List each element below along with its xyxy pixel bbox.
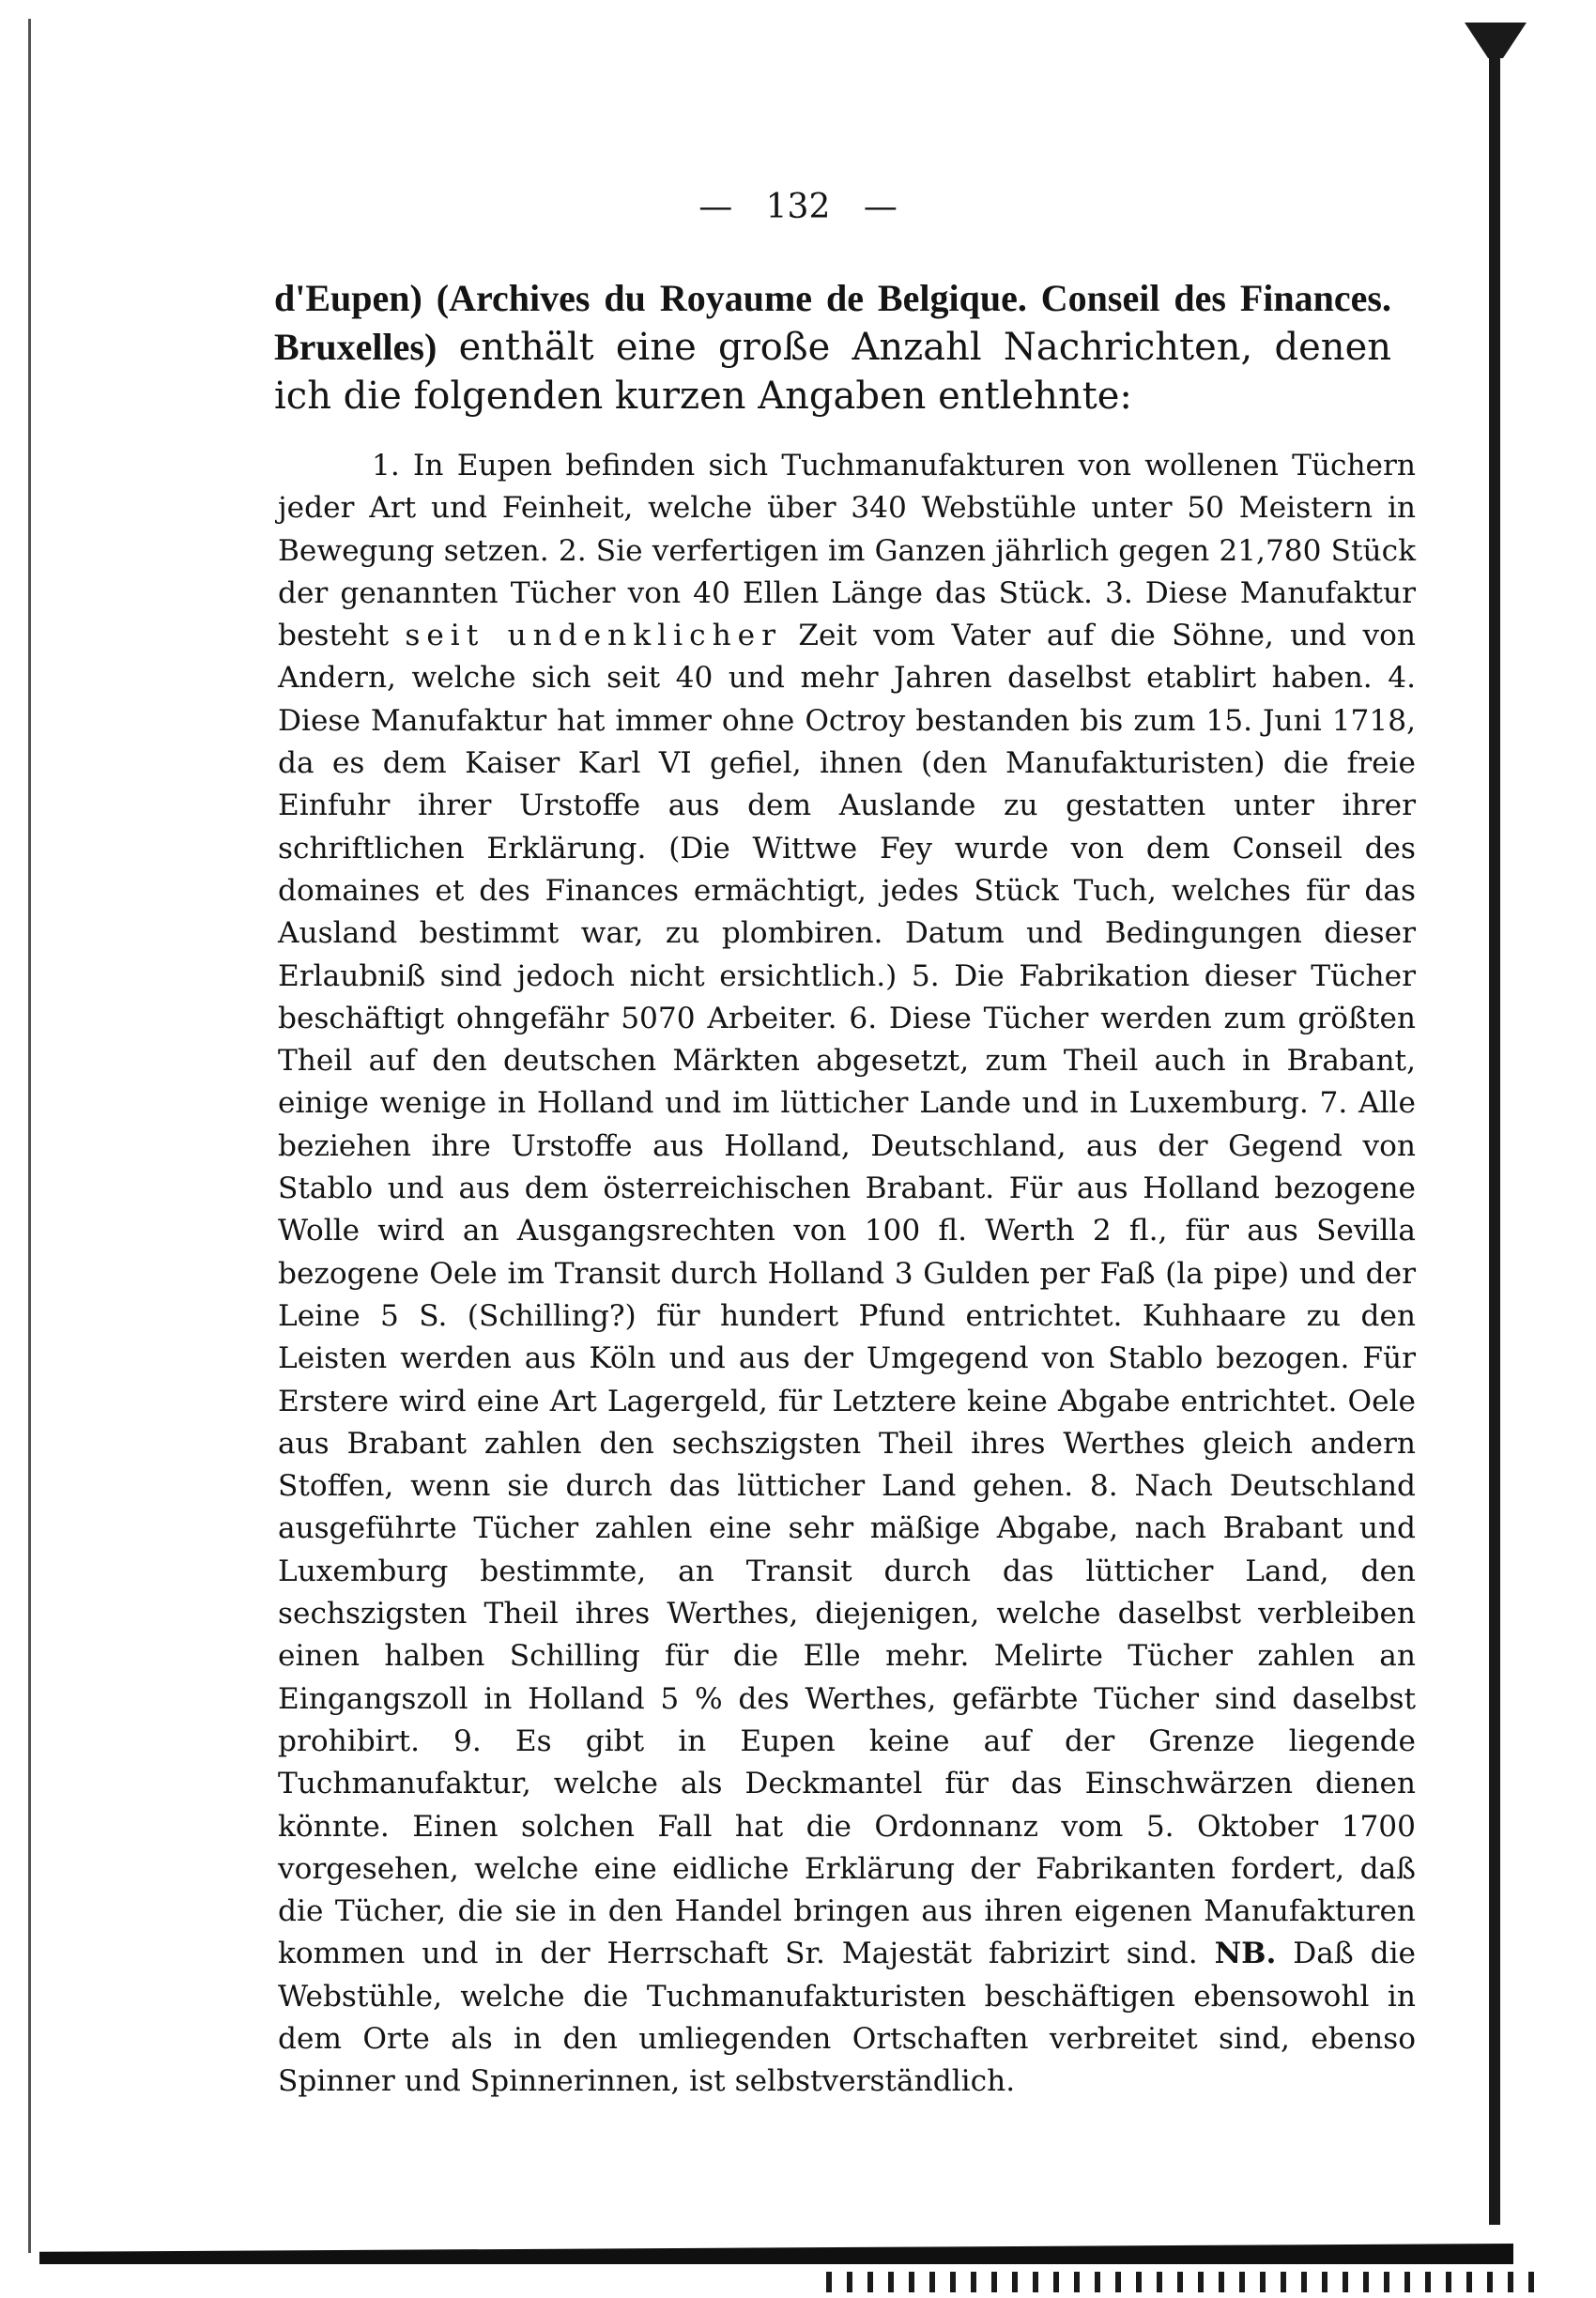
page-number-dash-left: — xyxy=(698,188,733,226)
body-text-2: Zeit vom Vater auf die Söhne, und von Andern, welche sich seit 40 und mehr Jahren daselbst etablirt haben. 4. Diese Manufaktur hat immer ohne Octroy bestanden bis zum 15. Juni 1718, da es dem Kaiser Karl VI gefiel, ihnen (den Manufakturisten) die freie Einfuhr ihrer Urstoffe aus dem Auslande zu gestatten unter ihrer schriftlichen Erklärung. (Die Wittwe Fey wurde von dem Conseil des domaines et des Finances ermächtigt, jedes Stück Tuch, welches für das Ausland bestimmt war, zu plombiren. Datum und Bedingungen dieser Erlaubniß sind jedoch nicht ersichtlich.) 5. Die Fabrikation dieser Tücher beschäftigt ohngefähr 5070 Arbeiter. 6. Diese Tücher werden zum größten Theil auf den deutschen Märkten abgesetzt, zum Theil auch in Brabant, einige wenige in Holland und im lütticher Lande und in Luxemburg. 7. Alle beziehen ihre Urstoffe aus Holland, Deutschland, aus der Gegend von Stablo und aus dem österreichischen Brabant. Für aus Holland bezogene Wolle wird an Ausgangsrechten von 100 fl. Werth 2 fl., für aus Sevilla bezogene Oele im Transit durch Holland 3 Gulden per Faß (la pipe) und der Leine 5 S. (Schilling?) für hundert Pfund entrichtet. Kuhhaare zu den Leisten werden aus Köln und aus der Umgegend von Stablo bezogen. Für Erstere wird eine Art Lagergeld, für Letztere keine Abgabe entrichtet. Oele aus Brabant zahlen den sechszigsten Theil ihres Werthes gleich andern Stoffen, wenn sie durch das lütticher Land gehen. 8. Nach Deutschland ausgeführte Tücher zahlen eine sehr mäßige Abgabe, nach Brabant und Luxemburg bestimmte, an Transit durch das lütticher Land, den sechszigsten Theil ihres Werthes, diejenigen, welche daselbst verbleiben einen halben Schilling für die Elle mehr. Melirte Tücher zahlen an Eingangszoll in Holland 5 % des Werthes, gefärbte Tücher sind daselbst prohibirt. 9. Es gibt in Eupen keine auf der Grenze liegende Tuchmanufaktur, welche als Deckmantel für das Einschwärzen dienen könnte. Einen solchen Fall hat die Ordonnanz vom 5. Oktober 1700 vorgesehen, welche eine eidliche Erklärung der Fabrikanten fordert, daß die Tücher, die sie in den Handel bringen aus ihren eigenen Manufakturen kommen und in der Herrschaft Sr. Majestät fabrizirt sind. xyxy=(278,619,1417,1971)
page-number-dash-right: — xyxy=(863,188,898,226)
body-paragraph xyxy=(278,445,1416,2104)
nb-label: NB. xyxy=(1214,1937,1277,1971)
page-left-edge xyxy=(28,19,31,2253)
intro-paragraph xyxy=(274,274,1391,421)
body-text-3: Daß die Webstühle, welche die Tuchmanufakturisten beschäftigen ebensowohl in dem Orte als in den umliegenden Ortschaften verbreitet sind, ebenso Spinner und Spinnerinnen, ist selbstverständlich. xyxy=(278,1937,1417,2099)
intro-text: enthält eine große Anzahl Nachrichten, denen ich die folgenden kurzen Angaben entlehnte: xyxy=(274,326,1391,418)
page-number xyxy=(0,188,1596,226)
body-emphasis: seit undenklicher xyxy=(405,619,783,653)
archive-citation: d'Eupen) (Archives du Royaume de Belgique. Conseil des Finances. Bruxelles) xyxy=(274,277,1391,368)
page-bottom-edge xyxy=(39,2244,1513,2264)
body-text-1: 1. In Eupen befinden sich Tuchmanufakturen von wollenen Tüchern jeder Art und Feinheit, welche über 340 Webstühle unter 50 Meistern in Bewegung setzen. 2. Sie verfertigen im Ganzen jährlich gegen 21,780 Stück der genannten Tücher von 40 Ellen Länge das Stück. 3. Diese Manufaktur besteht xyxy=(278,449,1416,653)
page-number-value: 132 xyxy=(765,188,831,226)
book-spine xyxy=(1489,28,1500,2225)
page-bottom-ticks xyxy=(826,2272,1540,2292)
